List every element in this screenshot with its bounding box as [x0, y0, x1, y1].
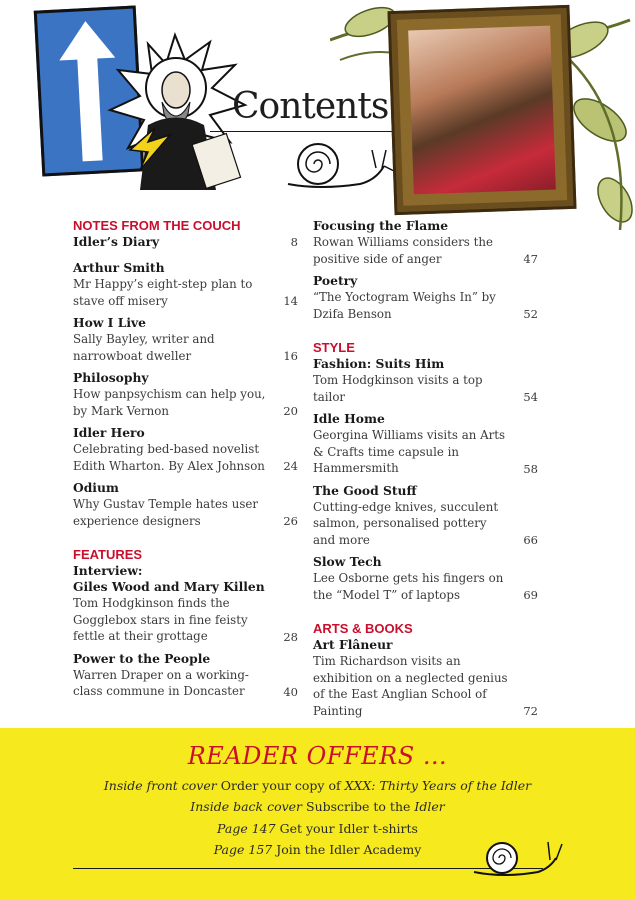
snail-icon [468, 828, 578, 884]
entry-title: Slow Tech [313, 554, 382, 569]
offer-italic-text: XXX: Thirty Years of the Idler [344, 778, 532, 793]
offer-text: Order your copy of [220, 778, 341, 793]
entry-title: Art Flâneur [313, 637, 393, 652]
toc-entry[interactable] [73, 563, 298, 645]
toc-entry[interactable] [73, 260, 298, 309]
offer-location: Inside front cover [103, 778, 217, 793]
entry-title: Idler’s Diary [73, 234, 160, 249]
toc-entry[interactable] [313, 483, 538, 549]
entry-description: Cutting-edge knives, succulent salmon, personalised pottery and more [313, 499, 499, 547]
entry-page: 52 [523, 307, 538, 321]
toc-entry[interactable] [313, 356, 538, 405]
entry-title: Idler Hero [73, 425, 145, 440]
offer-text: Join the Idler Academy [276, 842, 422, 857]
toc-entry[interactable] [73, 651, 298, 700]
contents-right-column [313, 218, 538, 725]
toc-entry[interactable] [313, 218, 538, 267]
toc-entry[interactable] [73, 480, 298, 529]
contents-left-column [73, 218, 298, 706]
framed-dog-photo [387, 5, 576, 215]
entry-title: Power to the People [73, 650, 211, 666]
entry-description: Why Gustav Temple hates user experience designers [73, 497, 259, 528]
entry-page: 20 [283, 404, 298, 418]
section-heading-arts-books: ARTS & BOOKS [313, 621, 413, 636]
offer-location: Page 147 [217, 821, 276, 836]
entry-title: The Good Stuff [313, 482, 417, 498]
entry-page: 54 [523, 390, 538, 404]
entry-page: 26 [283, 514, 298, 528]
entry-page: 8 [290, 235, 298, 249]
entry-page: 28 [283, 629, 298, 644]
page-title: Contents [232, 86, 389, 127]
entry-description: Sally Bayley, writer and narrowboat dweller [73, 332, 215, 363]
entry-page: 47 [523, 252, 538, 266]
entry-title: Poetry [313, 273, 358, 288]
reader-offers-panel [0, 728, 635, 900]
entry-title: Odium [73, 480, 119, 495]
entry-description: Tim Richardson visits an exhibition on a neglected genius of the East Anglian School of Painting [313, 654, 508, 718]
entry-description: “The Yoctogram Weighs In” by Dzifa Benson [313, 290, 496, 321]
offer-text: Get your Idler t-shirts [279, 821, 418, 836]
toc-entry[interactable] [313, 637, 538, 719]
entry-description: Celebrating bed-based novelist Edith Wharton. By Alex Johnson [73, 442, 265, 473]
toc-entry[interactable] [73, 370, 298, 419]
entry-page: 16 [283, 349, 298, 363]
entry-page: 24 [283, 459, 298, 473]
entry-description: Tom Hodgkinson finds the Gogglebox stars in fine feisty fettle at their grottage [73, 596, 248, 643]
toc-entry[interactable] [313, 273, 538, 322]
offer-line[interactable] [0, 778, 635, 793]
entry-page: 14 [283, 294, 298, 308]
reader-offers-title: READER OFFERS … [187, 742, 448, 770]
toc-entry[interactable] [73, 425, 298, 474]
entry-title: Interview: [73, 563, 143, 578]
entry-description: How panpsychism can help you, by Mark Vernon [73, 387, 266, 418]
entry-title: How I Live [73, 315, 147, 330]
toc-entry[interactable] [313, 411, 538, 477]
entry-page: 66 [523, 533, 538, 547]
entry-description: Mr Happy’s eight-step plan to stave off misery [73, 277, 253, 308]
dog-photo [408, 26, 556, 195]
entry-title: Arthur Smith [73, 260, 165, 275]
entry-subtitle: Giles Wood and Mary Killen [73, 579, 265, 594]
saint-with-lightning-illustration [100, 30, 250, 190]
entry-title: Focusing the Flame [313, 218, 449, 233]
section-heading-features: FEATURES [73, 547, 143, 562]
offer-location: Inside back cover [190, 799, 303, 814]
entry-description: Rowan Williams considers the positive side of anger [313, 235, 493, 266]
entry-page: 58 [523, 461, 538, 476]
entry-title: Fashion: Suits Him [313, 356, 445, 371]
offer-text: Subscribe to the [306, 799, 411, 814]
entry-title: Idle Home [313, 411, 385, 426]
entry-page: 72 [523, 704, 538, 718]
entry-description: Warren Draper on a working-class commune in Doncaster [73, 667, 249, 698]
offer-location: Page 157 [213, 842, 273, 857]
entry-description: Lee Osborne gets his fingers on the “Model T” of laptops [313, 571, 504, 602]
section-heading-style: STYLE [313, 340, 355, 355]
entry-page: 40 [283, 684, 298, 699]
toc-entry[interactable] [313, 554, 538, 603]
entry-description: Tom Hodgkinson visits a top tailor [313, 373, 483, 404]
toc-entry[interactable] [73, 234, 298, 250]
entry-page: 69 [523, 588, 538, 602]
toc-entry[interactable] [73, 315, 298, 364]
offer-line[interactable] [0, 799, 635, 814]
section-heading-notes: NOTES FROM THE COUCH [73, 218, 241, 233]
offer-italic-text: Idler [414, 799, 445, 814]
entry-title: Philosophy [73, 370, 149, 385]
entry-description: Georgina Williams visits an Arts & Crafts time capsule in Hammersmith [313, 428, 506, 475]
